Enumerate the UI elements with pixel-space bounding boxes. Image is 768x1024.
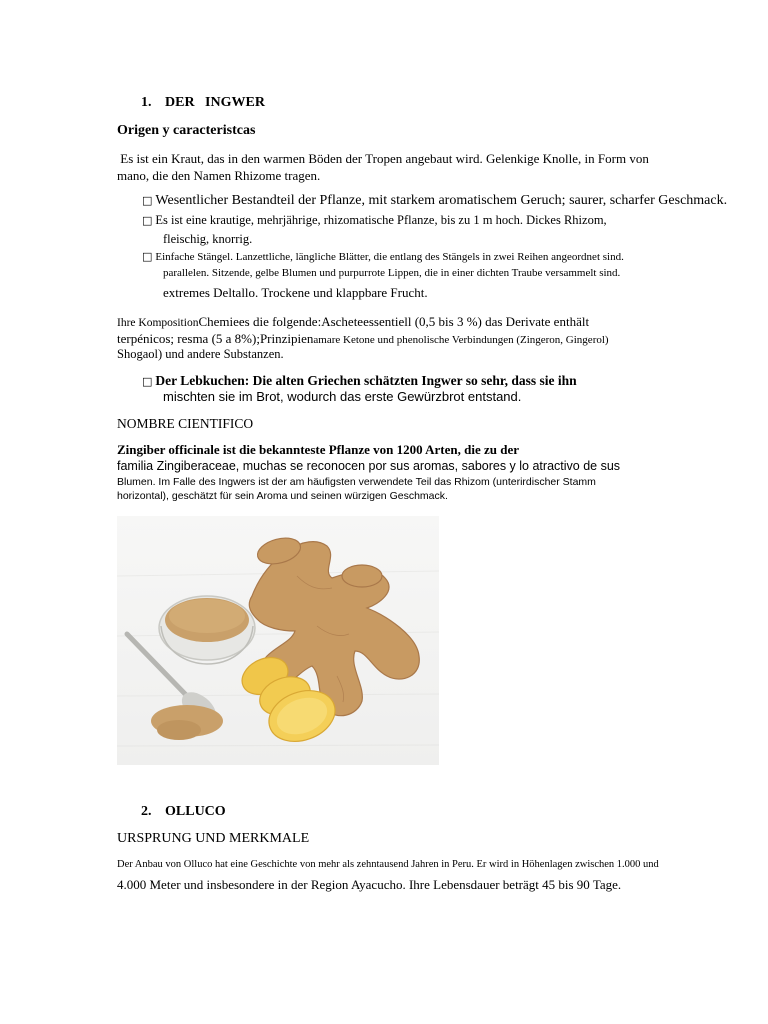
composition-chem: Chemiees die folgende:: [198, 314, 322, 329]
bullet-text: Einfache Stängel. Lanzettliche, längliche Blätter, die entlang des Stängels in zwei Reihen angeordnet sind.: [155, 251, 624, 263]
zingiber-line-3: Blumen. Im Falle des Ingwers ist der am häufigsten verwendete Teil das Rhizom (unterirdischer Stamm: [117, 476, 596, 488]
section2-heading: [141, 804, 226, 820]
composition-ash: Ascheteessentiell (0,5 bis 3 %) das Derivate enthält: [321, 314, 590, 329]
bullet-item-3-cont-2: extremes Deltallo. Trockene und klappbare Frucht.: [163, 285, 428, 300]
ginger-illustration: [117, 516, 439, 765]
composition-label: Ihre Komposition: [117, 317, 199, 329]
nombre-heading: NOMBRE CIENTIFICO: [117, 416, 254, 431]
composition-line-3: Shogaol) und andere Substanzen.: [117, 347, 284, 361]
section2-subtitle: URSPRUNG UND MERKMALE: [117, 831, 310, 846]
section1-subtitle: Origen y caracteristcas: [117, 123, 256, 138]
zingiber-line-2: familia Zingiberaceae, muchas se reconocen por sus aromas, sabores y lo atractivo de sus: [117, 459, 621, 473]
olluco-line-1: Der Anbau von Olluco hat eine Geschichte von mehr als zehntausend Jahren in Peru. Er wird in Höhenlagen zwischen 1.000 und: [117, 859, 659, 870]
lebkuchen-line-1: [142, 373, 577, 389]
checkbox-bullet-icon: □: [142, 194, 153, 207]
intro-line-2: mano, die den Namen Rhizome tragen.: [117, 168, 321, 183]
composition-line-1: [117, 313, 589, 331]
section1-number: 1.: [141, 95, 152, 110]
section1-heading: [141, 95, 265, 111]
checkbox-bullet-icon: □: [142, 250, 153, 263]
bullet-text: Wesentlicher Bestandteil der Pflanze, mit starkem aromatischem Geruch; saurer, scharfer Geschmack.: [155, 193, 728, 208]
bullet-item-3: [142, 250, 624, 263]
checkbox-bullet-icon: □: [142, 214, 153, 227]
bullet-item-1: [142, 193, 727, 209]
ginger-photo: [117, 516, 439, 765]
lebkuchen-line-2: mischten sie im Brot, wodurch das erste Gewürzbrot entstand.: [163, 389, 522, 404]
composition-resin: terpénicos; resma (5 a 8%);Prinzipien: [117, 331, 314, 346]
lebkuchen-text: Der Lebkuchen: Die alten Griechen schätzten Ingwer so sehr, dass sie ihn: [155, 373, 577, 388]
section1-title: DER INGWER: [165, 95, 265, 110]
bullet-item-3-cont-1: parallelen. Sitzende, gelbe Blumen und purpurrote Lippen, die in einer dichten Traube versammelt sind.: [163, 267, 621, 279]
composition-line-2: [117, 330, 609, 348]
composition-ketones: amare Ketone und phenolische Verbindungen (Zingeron, Gingerol): [313, 334, 609, 346]
olluco-line-2: 4.000 Meter und insbesondere in der Region Ayacucho. Ihre Lebensdauer beträgt 45 bis 90 Tage.: [117, 877, 622, 892]
checkbox-bullet-icon: □: [142, 375, 153, 388]
bullet-text: Es ist eine krautige, mehrjährige, rhizomatische Pflanze, bis zu 1 m hoch. Dickes Rhizom,: [155, 213, 607, 227]
zingiber-line-1: Zingiber officinale ist die bekannteste Pflanze von 1200 Arten, die zu der: [117, 442, 520, 457]
bullet-item-2: [142, 213, 607, 228]
section2-title: OLLUCO: [165, 804, 226, 819]
zingiber-line-4: horizontal), geschätzt für sein Aroma und seinen würzigen Geschmack.: [117, 490, 448, 502]
intro-line-1: Es ist ein Kraut, das in den warmen Böden der Tropen angebaut wird. Gelenkige Knolle, in Form von: [117, 151, 649, 166]
bullet-item-2-cont: fleischig, knorrig.: [163, 232, 253, 246]
section2-number: 2.: [141, 804, 152, 819]
